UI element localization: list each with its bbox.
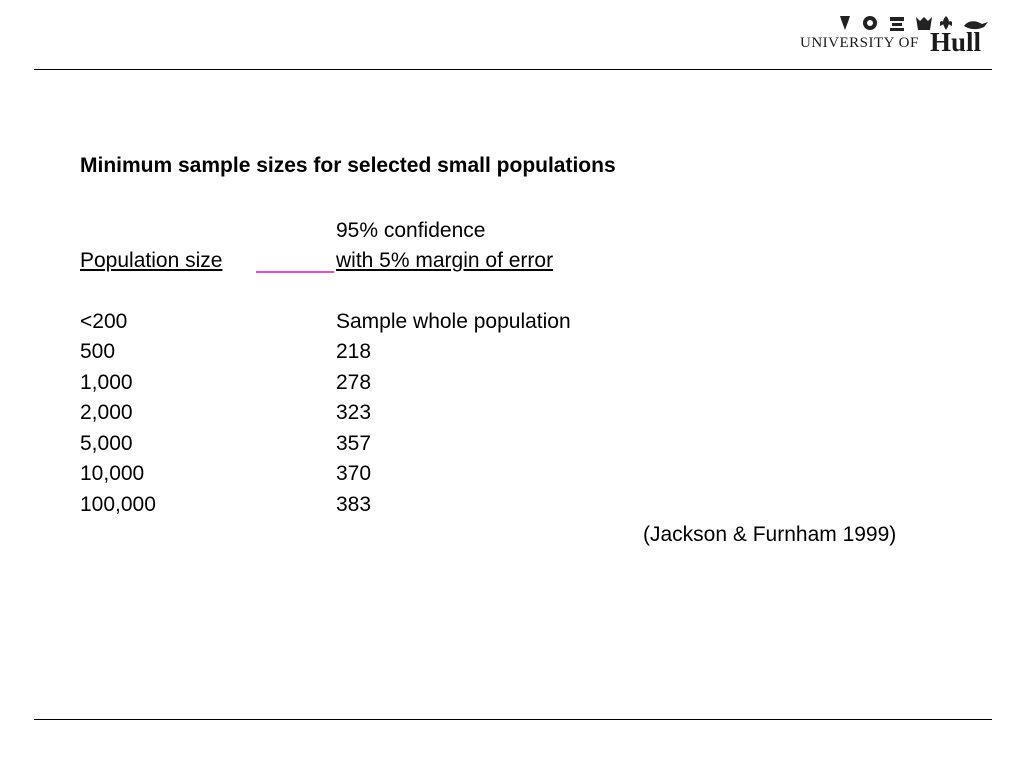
citation: (Jackson & Furnham 1999) xyxy=(643,523,897,546)
table-cell-population: 2,000 xyxy=(80,401,133,424)
logo-text-university: UNIVERSITY OF xyxy=(800,35,919,51)
table-cell-population: <200 xyxy=(80,310,128,333)
university-logo xyxy=(800,14,996,58)
table-cell-sample: 278 xyxy=(336,371,372,394)
column-header-margin: with 5% margin of error xyxy=(336,249,554,272)
logo-text-hull: Hull xyxy=(930,27,982,57)
table-cell-population: 10,000 xyxy=(80,462,145,485)
accent-underline xyxy=(256,271,334,273)
table-cell-sample: 357 xyxy=(336,432,372,455)
table-cell-sample: Sample whole population xyxy=(336,310,571,333)
column-header-confidence: 95% confidence xyxy=(336,219,486,242)
table-cell-sample: 370 xyxy=(336,462,372,485)
table-cell-sample: 218 xyxy=(336,340,372,363)
table-cell-sample: 383 xyxy=(336,493,372,516)
slide-title: Minimum sample sizes for selected small populations xyxy=(80,154,616,177)
header-divider xyxy=(34,69,992,70)
footer-divider xyxy=(34,719,992,720)
table-cell-sample: 323 xyxy=(336,401,372,424)
table-cell-population: 100,000 xyxy=(80,493,156,516)
column-header-population: Population size xyxy=(80,249,223,272)
table-cell-population: 500 xyxy=(80,340,116,363)
table-cell-population: 5,000 xyxy=(80,432,133,455)
table-cell-population: 1,000 xyxy=(80,371,133,394)
